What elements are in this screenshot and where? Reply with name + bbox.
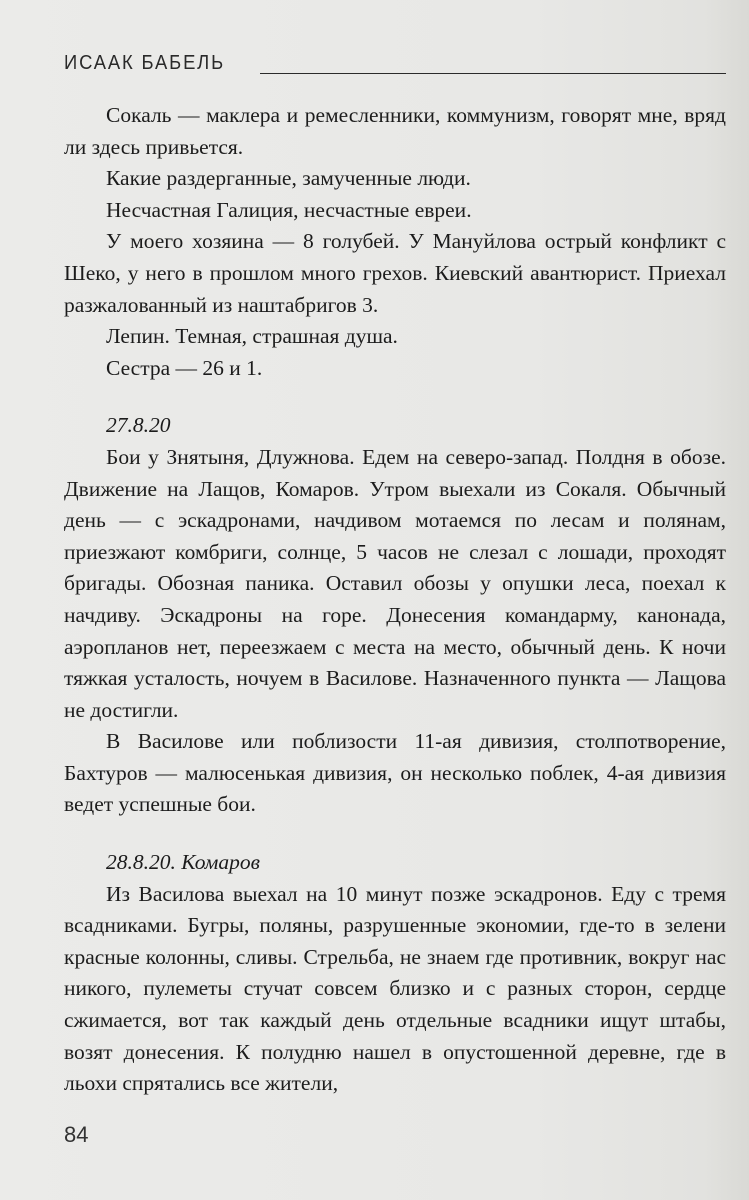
paragraph: Несчастная Галиция, несчастные евреи. xyxy=(106,197,472,222)
paragraph: В Василове или поблизости 11-ая дивизия, столпотворение, Бахтуров — малюсенькая дивизия, он несколько поблек, 4-ая дивизия ведет успешные бои. xyxy=(64,729,726,817)
entry-date: 27.8.20 xyxy=(106,413,171,438)
body-text xyxy=(64,100,726,1100)
page-header xyxy=(64,52,726,78)
header-rule xyxy=(260,73,726,74)
paragraph: Какие раздерганные, замученные люди. xyxy=(106,166,471,191)
paragraph: У моего хозяина — 8 голубей. У Мануйлова острый конфликт с Шеко, у него в прошлом много грехов. Киевский авантюрист. Приехал разжалованный из наштабригов 3. xyxy=(64,229,726,317)
paragraph: Из Василова выехал на 10 минут позже эскадронов. Еду с тремя всадниками. Бугры, поляны, разрушенные экономии, где-то в зелени красные колонны, сливы. Стрельба, не знаем где противник, вокруг нас никого, пулеметы стучат совсем близко и с разных сторон, сердце сжимается, вот так каждый день отдельные всадники ищут штабы, возят донесения. К полудню нашел в опустошенной деревне, где в льохи спрятались все жители, xyxy=(64,881,726,1096)
paragraph: Бои у Знятыня, Длужнова. Едем на северо-запад. Полдня в обозе. Движение на Лащов, Комаров. Утром выехали из Сокаля. Обычный день — с эскадронами, начдивом мотаемся по лесам и полянам, приезжают комбриги, солнце, 5 часов не слезал с лошади, проходят бригады. Обозная паника. Оставил обозы у опушки леса, поехал к начдиву. Эскадроны на горе. Донесения командарму, канонада, аэропланов нет, переезжаем с места на место, обычный день. К ночи тяжкая усталость, ночуем в Василове. Назначенного пункта — Лащова не достигли. xyxy=(64,444,726,722)
paragraph: Лепин. Темная, страшная душа. xyxy=(106,324,398,349)
paragraph: Сестра — 26 и 1. xyxy=(106,355,263,380)
page-number: 84 xyxy=(64,1122,89,1147)
entry-date: 28.8.20. Комаров xyxy=(106,850,260,875)
running-head: ИСААК БАБЕЛЬ xyxy=(64,52,226,74)
paragraph: Сокаль — маклера и ремесленники, коммунизм, говорят мне, вряд ли здесь привьется. xyxy=(64,103,726,159)
section-gap xyxy=(64,821,726,847)
section-gap xyxy=(64,384,726,410)
